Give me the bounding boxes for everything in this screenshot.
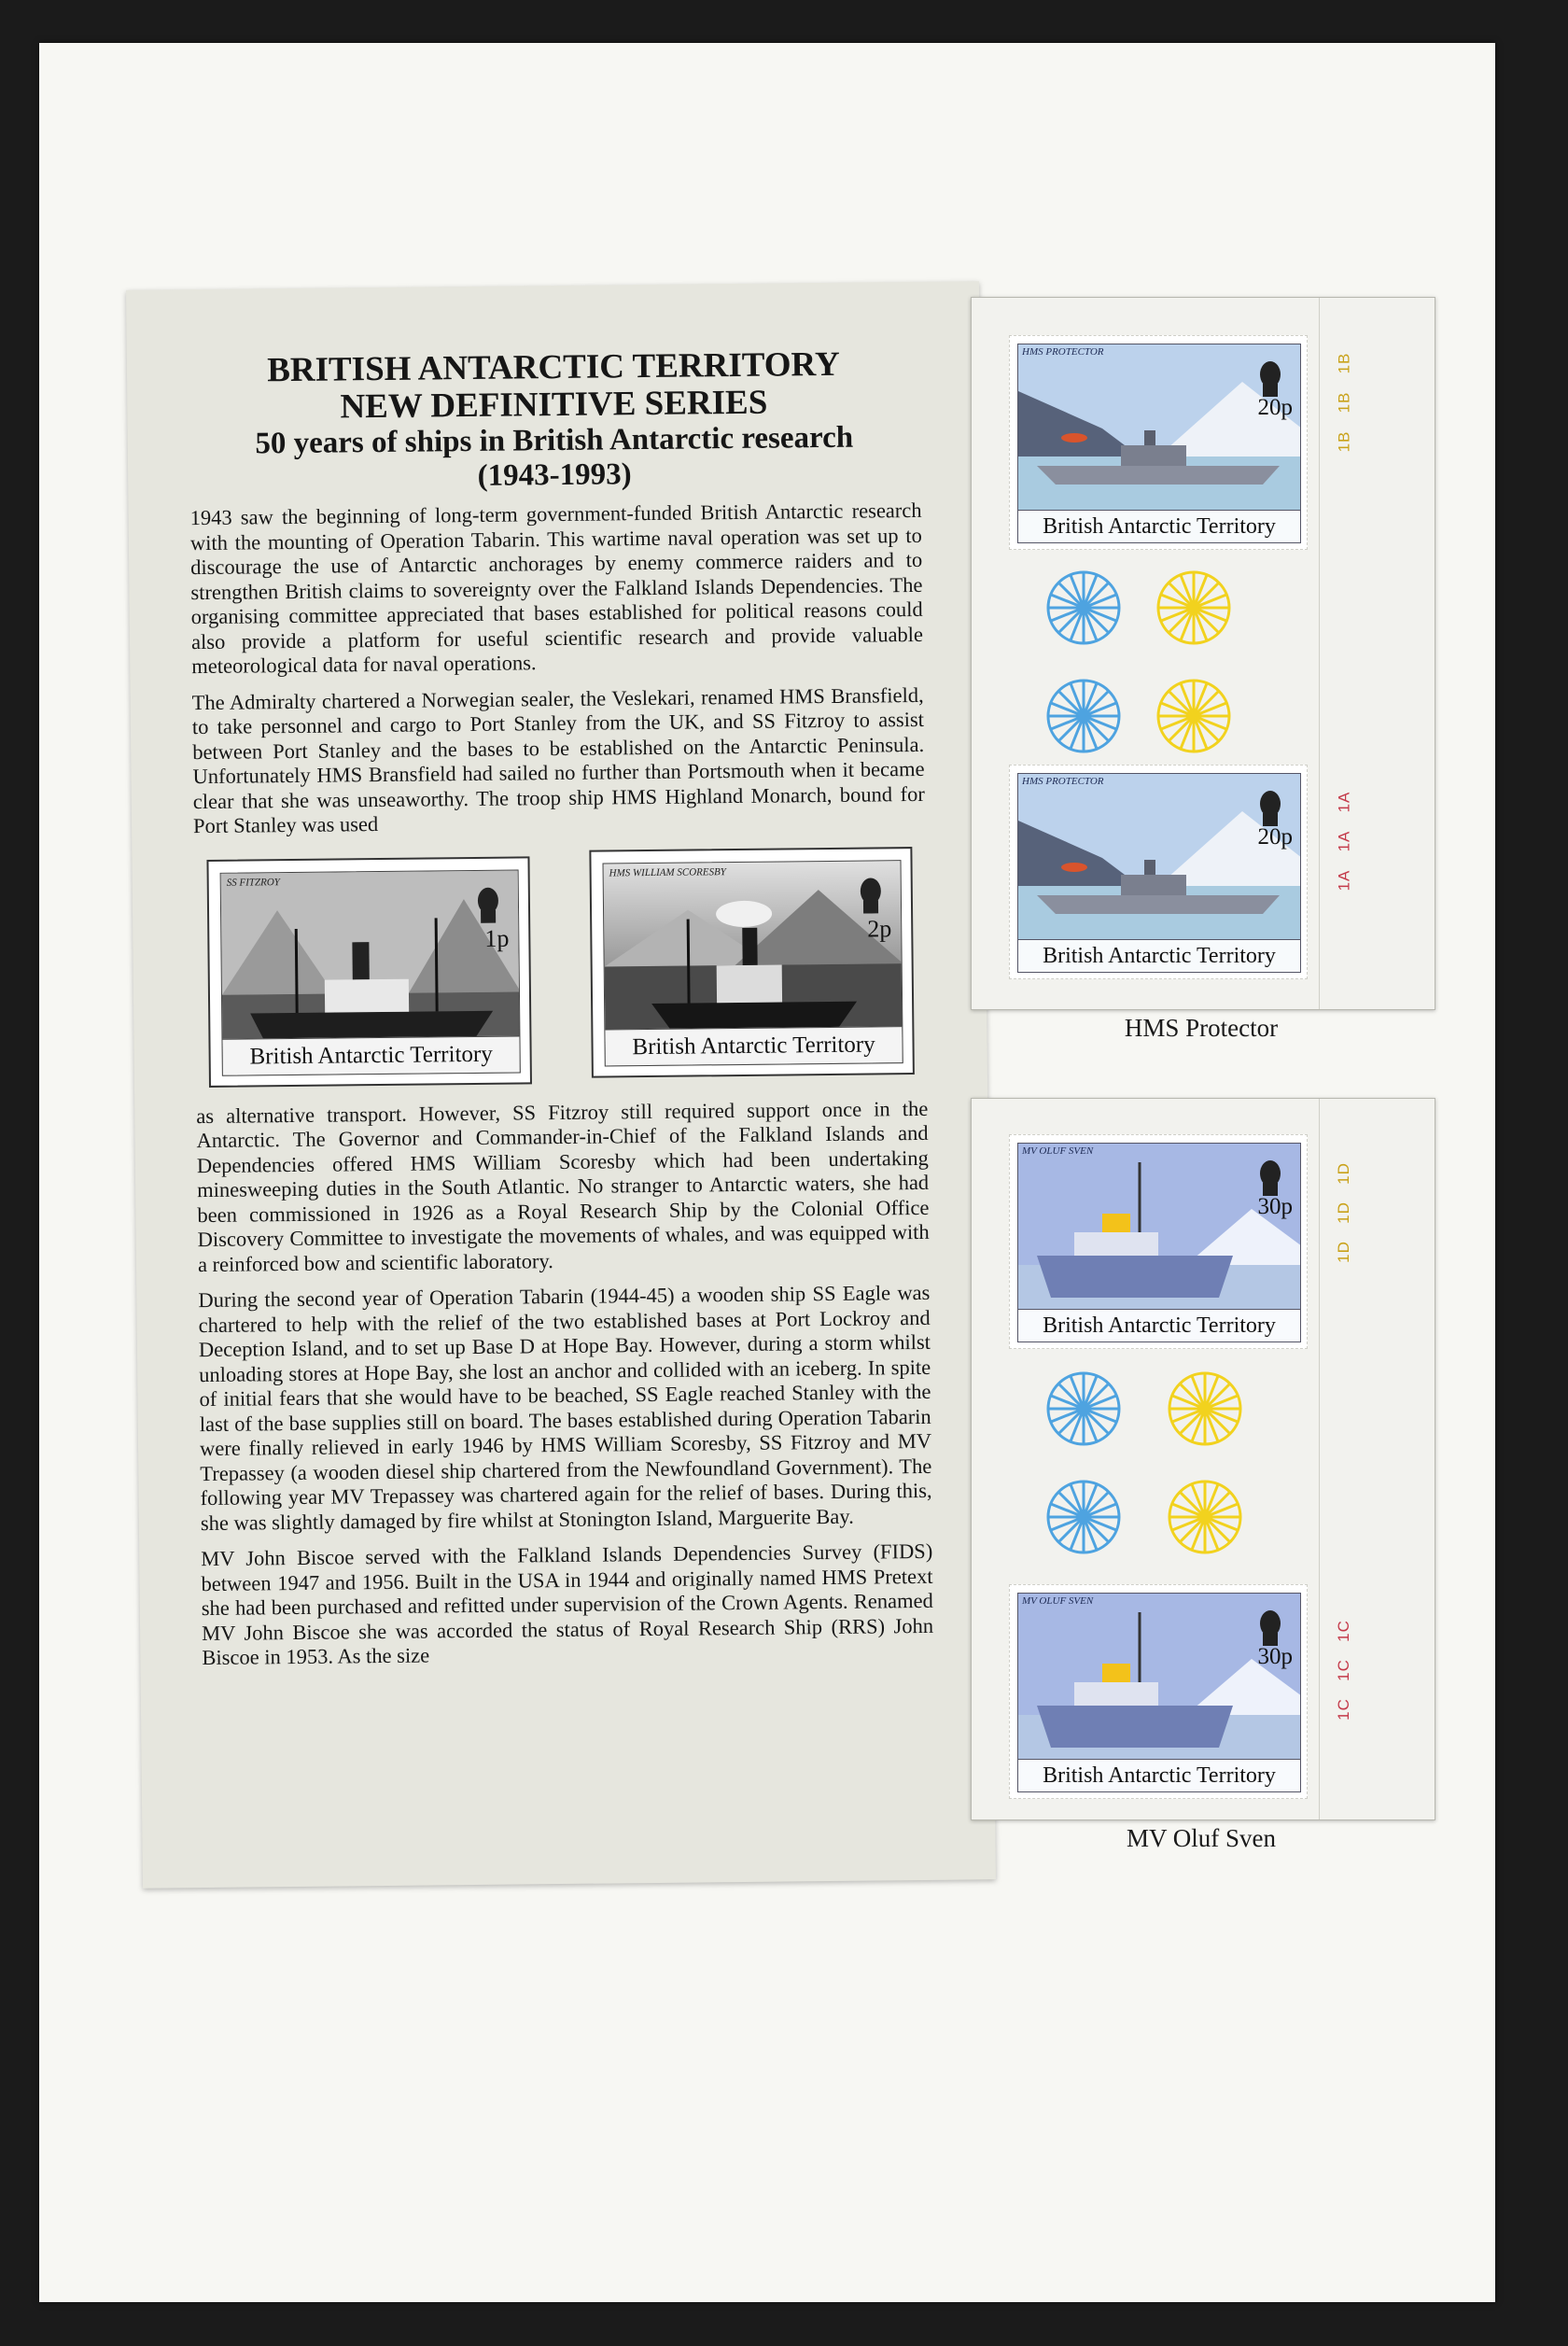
plate-number: 1C xyxy=(1334,1698,1352,1721)
stamp-territory: British Antarctic Territory xyxy=(1018,1309,1300,1342)
queen-head-icon xyxy=(856,874,886,913)
illustration-ss-fitzroy xyxy=(206,856,532,1088)
stamp-territory: British Antarctic Territory xyxy=(1018,939,1300,972)
gutter-pair-hms-protector xyxy=(971,297,1435,1010)
leaflet-title-2: NEW DEFINITIVE SERIES xyxy=(340,383,768,427)
leaflet-paragraph-5: MV John Biscoe served with the Falkland Islands Dependencies Survey (FIDS) between 1947 and 1956. Built in the USA in 1944 and originally named HMS Pretext she had been purchased and refitted under supervision of the Crown Agents. Renamed MV John Biscoe she was accorded the status of Royal Research Ship (RRS) John Biscoe in 1953. As the size xyxy=(201,1538,934,1670)
illustration-value: 2p xyxy=(867,914,892,943)
leaflet-title-1: BRITISH ANTARCTIC TERRITORY xyxy=(267,344,840,390)
gutter-pair-mv-oluf-sven xyxy=(971,1098,1435,1820)
plate-number: 1A xyxy=(1334,830,1352,852)
leaflet-paragraph-4: During the second year of Operation Tabarin (1944-45) a wooden ship SS Eagle was chartered to help with the relief of the two established bases at Port Lockroy and Deception Island, and to set up Base D at Hope Bay. However, during a storm whilst unloading stores at Hope Bay, she lost an anchor and collided with an iceberg. In spite of initial fears that she would have to be beached, SS Eagle reached Stanley with the last of the base supplies still on board. The bases established during Operation Tabarin were finally relieved in early 1946 by HMS William Scoresby, SS Fitzroy and MV Trepassey (a wooden diesel ship chartered from the Newfoundland Government). The following year MV Trepassey was chartered again for the relief of bases. During this, she was slightly damaged by fire whilst at Stonington Island, Marguerite Bay. xyxy=(198,1280,932,1535)
leaflet-subtitle-2: (1943-1993) xyxy=(477,457,632,493)
queen-head-icon xyxy=(1255,1157,1285,1196)
plate-number: 1D xyxy=(1334,1162,1352,1185)
plate-number: 1B xyxy=(1334,391,1352,414)
leaflet-paragraph-1: 1943 saw the beginning of long-term government-funded British Antarctic research with the mounting of Operation Tabarin. This wartime naval operation was set up to discourage the use of Antarctic anchorages by enemy commerce raiders and to strengthen British claims to sovereignty over the Falkland Islands Dependencies. The organising committee appreciated that bases established for political reasons could also provide a platform for useful scientific research and provide valuable meteorological data for naval operations. xyxy=(189,498,924,679)
stamp-value: 30p xyxy=(1257,1194,1293,1219)
queen-head-icon xyxy=(1255,1607,1285,1646)
caption-mv-oluf-sven: MV Oluf Sven xyxy=(1126,1824,1276,1852)
stamp-name: HMS PROTECTOR xyxy=(1022,776,1104,787)
gutter-colour-checks xyxy=(1009,1358,1308,1564)
gutter-colour-checks xyxy=(1009,559,1308,765)
stamp-territory: British Antarctic Territory xyxy=(1018,510,1300,542)
caption-hms-protector: HMS Protector xyxy=(1124,1014,1279,1042)
stamp-top xyxy=(1009,335,1308,550)
leaflet-paragraph-3: as alternative transport. However, SS Fitzroy still required support once in the Antarctic. The Governor and Commander-in-Chief of the Falkland Islands and Dependencies offered HMS William Scoresby which had been undertaking minesweeping duties in the South Atlantic. No stranger to Antarctic waters, she had been commissioned in 1926 as a Royal Research Ship by the Colonial Office Discovery Committee to investigate the movements of whales, and was equipped with a reinforced bow and scientific laboratory. xyxy=(196,1096,930,1276)
stamp-art xyxy=(1017,1593,1301,1792)
stamp-value: 20p xyxy=(1257,395,1293,420)
stamp-art xyxy=(1017,344,1301,543)
illustration-territory: British Antarctic Territory xyxy=(222,1035,519,1075)
plate-number-bottom xyxy=(1319,1622,1369,1719)
stamp-value: 20p xyxy=(1257,824,1293,850)
album-page xyxy=(39,43,1495,2302)
leaflet-paragraph-2: The Admiralty chartered a Norwegian sealer, the Veslekari, renamed HMS Bransfield, to take personnel and cargo to Port Stanley from the UK, and SS Fitzroy to assist between Port Stanley and the bases to be established on the Antarctic Peninsula. Unfortunately HMS Bransfield had sailed no further than Portsmouth when it became clear that she was unseaworthy. The troop ship HMS Highland Monarch, bound for Port Stanley was used xyxy=(191,682,925,838)
plate-number: 1B xyxy=(1334,352,1352,374)
stamp-bottom xyxy=(1009,765,1308,979)
queen-head-icon xyxy=(1255,358,1285,397)
stamp-name: MV OLUF SVEN xyxy=(1022,1595,1094,1607)
plate-number-bottom xyxy=(1319,793,1369,890)
stamp-name: HMS PROTECTOR xyxy=(1022,346,1104,358)
plate-number: 1B xyxy=(1334,430,1352,453)
plate-number: 1A xyxy=(1334,791,1352,813)
stamp-top xyxy=(1009,1134,1308,1349)
leaflet-subtitle-1: 50 years of ships in British Antarctic research xyxy=(255,420,854,461)
plate-number: 1C xyxy=(1334,1620,1352,1642)
colour-check-star-icon xyxy=(1009,559,1308,765)
colour-check-star-icon xyxy=(1009,1358,1308,1564)
illustration-name: HMS WILLIAM SCORESBY xyxy=(609,865,726,878)
illustration-name: SS FITZROY xyxy=(226,876,280,889)
leaflet-illustrations xyxy=(132,851,987,1105)
plate-number: 1A xyxy=(1334,869,1352,892)
illustration-value: 1p xyxy=(484,924,510,952)
stamp-value: 30p xyxy=(1257,1644,1293,1669)
illustration-hms-william-scoresby xyxy=(589,847,915,1078)
plate-number: 1C xyxy=(1334,1659,1352,1681)
stamp-art xyxy=(1017,1143,1301,1342)
info-leaflet xyxy=(126,281,996,1888)
stamp-territory: British Antarctic Territory xyxy=(1018,1759,1300,1791)
plate-number: 1D xyxy=(1334,1201,1352,1224)
queen-head-icon xyxy=(473,883,503,922)
stamp-bottom xyxy=(1009,1584,1308,1799)
illustration-territory: British Antarctic Territory xyxy=(605,1026,902,1065)
plate-number-top xyxy=(1319,1164,1369,1261)
stamp-name: MV OLUF SVEN xyxy=(1022,1145,1094,1157)
stamp-art xyxy=(1017,773,1301,973)
plate-number: 1D xyxy=(1334,1241,1352,1263)
plate-number-top xyxy=(1319,354,1369,451)
queen-head-icon xyxy=(1255,787,1285,826)
